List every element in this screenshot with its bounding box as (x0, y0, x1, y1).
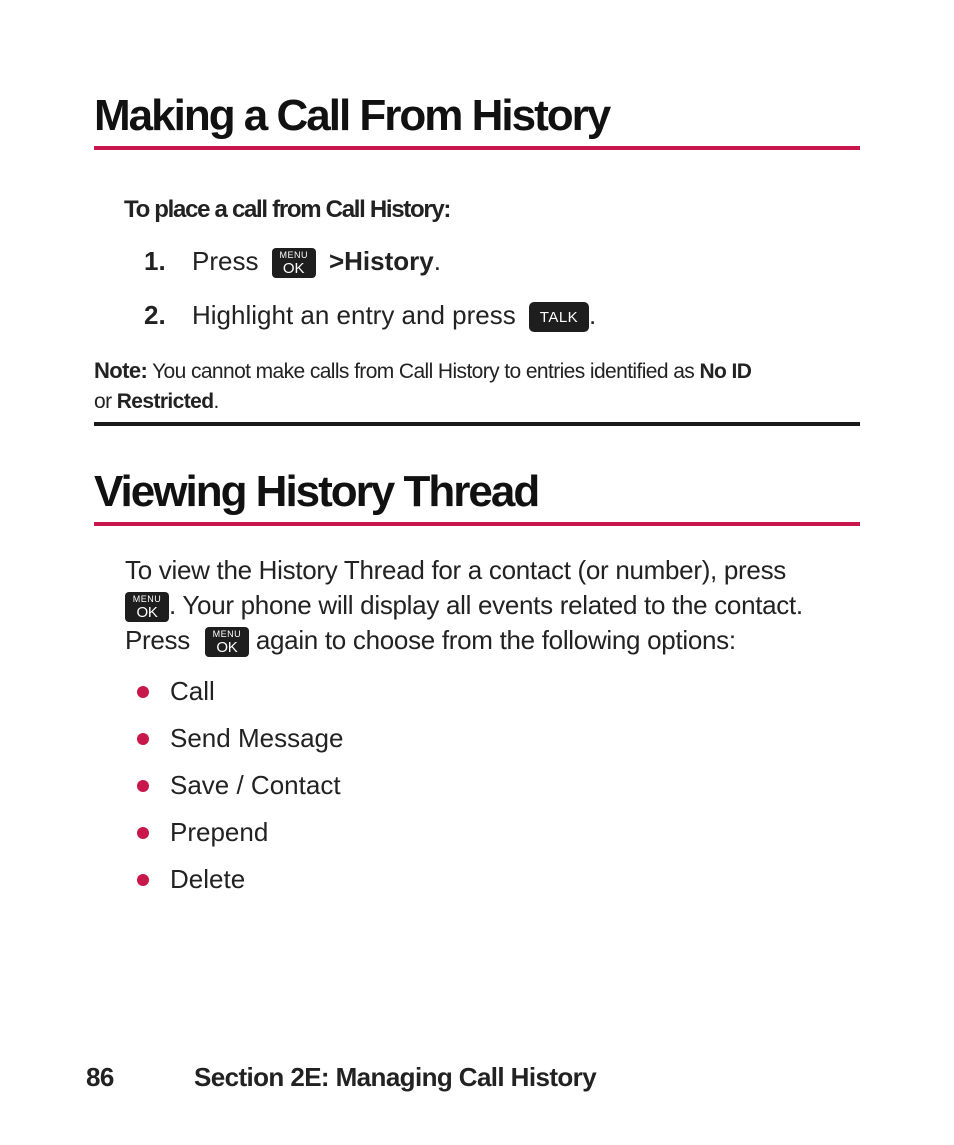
option-label: Prepend (170, 817, 269, 847)
note-bold-no-id: No ID (699, 360, 752, 383)
key-label-bottom: OK (136, 603, 158, 621)
step-end: . (433, 246, 441, 276)
arrow-separator: > (328, 246, 345, 276)
note-label: Note: (94, 358, 148, 383)
list-item (137, 762, 343, 809)
key-label-top: MENU (279, 249, 308, 260)
key-label-bottom: OK (216, 638, 238, 656)
options-list (137, 668, 343, 903)
thread-paragraph (125, 553, 865, 658)
bullet-icon (137, 780, 149, 792)
page-footer (86, 1062, 596, 1093)
menu-ok-key-icon (205, 627, 249, 657)
option-label: Send Message (170, 723, 344, 753)
bullet-icon (137, 874, 149, 886)
menu-ok-key-icon (272, 248, 316, 278)
bullet-icon (137, 686, 149, 698)
note-bold-restricted: Restricted (116, 390, 214, 413)
bullet-icon (137, 733, 149, 745)
list-item (137, 856, 343, 903)
note-box (94, 356, 864, 417)
step-end: . (588, 300, 597, 330)
step-text: Highlight an entry and press (192, 300, 516, 330)
para-text: again to choose from the following options: (255, 625, 736, 655)
para-text: Press (125, 625, 190, 655)
talk-key-icon: TALK (529, 302, 589, 332)
note-bottom-rule (94, 422, 860, 426)
step-number: 2. (144, 300, 166, 330)
list-item (137, 809, 343, 856)
note-end: . (213, 390, 219, 413)
instruction-subhead: To place a call from Call History: (124, 196, 451, 223)
section-title-making-call: Making a Call From History (94, 91, 610, 140)
note-or: or (94, 390, 112, 413)
list-item (137, 668, 343, 715)
bullet-icon (137, 827, 149, 839)
menu-path-history: History (344, 246, 434, 276)
step-1 (144, 246, 441, 278)
option-label: Save / Contact (170, 770, 341, 800)
menu-ok-key-icon (125, 592, 169, 622)
option-label: Call (170, 676, 215, 706)
step-2 (144, 300, 596, 332)
step-number: 1. (144, 246, 166, 276)
option-label: Delete (170, 864, 246, 894)
title-underline (94, 146, 860, 150)
key-label-top: MENU (212, 628, 242, 639)
page-number: 86 (86, 1062, 114, 1092)
note-text: You cannot make calls from Call History to entries identified as (152, 360, 695, 383)
key-label-top: MENU (132, 593, 162, 604)
list-item (137, 715, 343, 762)
title-underline (94, 522, 860, 526)
para-text: To view the History Thread for a contact (or number), press (125, 555, 786, 585)
section-title-viewing-thread: Viewing History Thread (94, 467, 539, 516)
para-text: . Your phone will display all events related to the contact. (169, 590, 803, 620)
key-label-bottom: OK (282, 259, 305, 277)
step-text: Press (192, 246, 259, 276)
section-name: Section 2E: Managing Call History (194, 1062, 597, 1092)
